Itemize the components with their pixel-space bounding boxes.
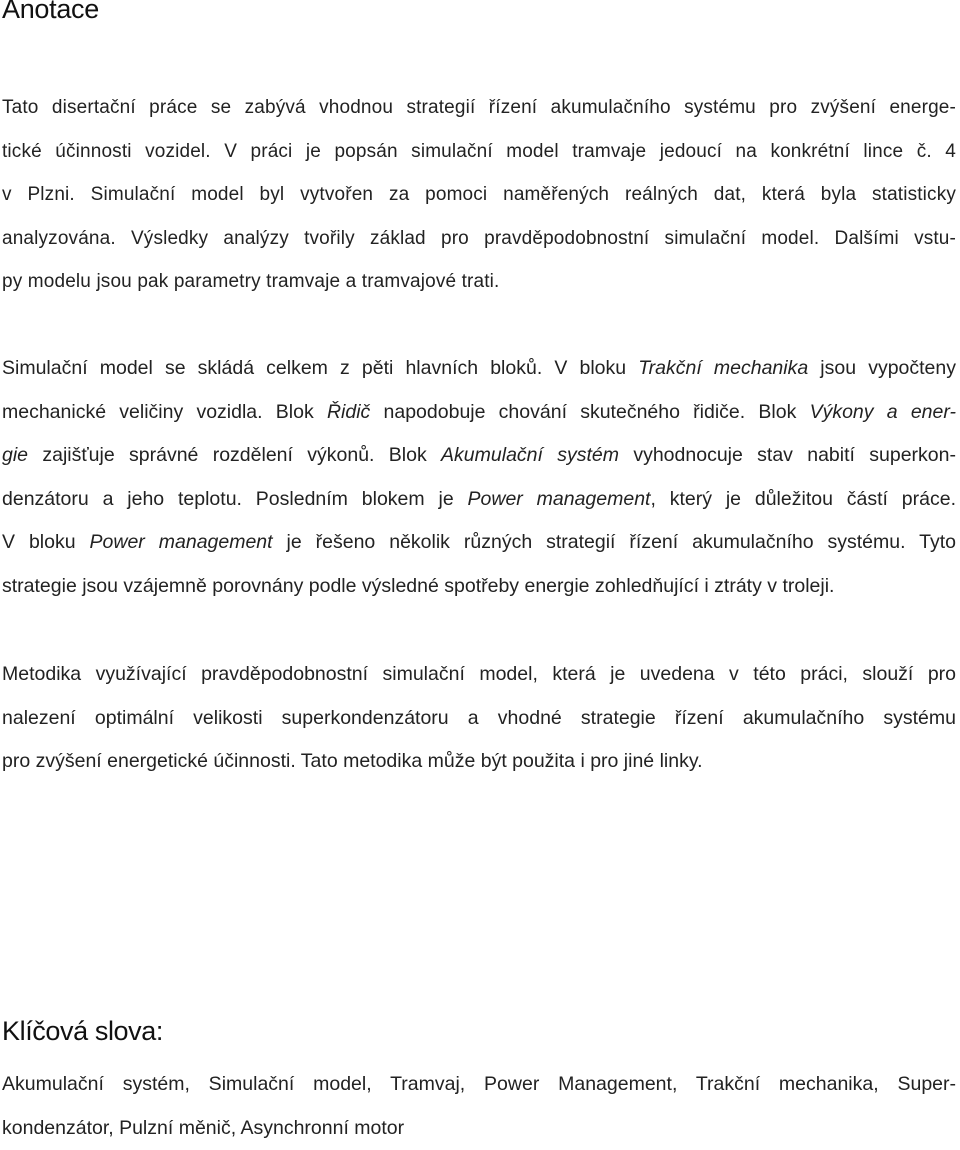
text-line: py modelu jsou pak parametry tramvaje a tramvajové trati. [2,260,956,304]
text-run: vyhodnocuje stav nabití superkon- [619,444,956,466]
abstract-paragraph-3 [2,653,956,784]
text-run: Simulační model se skládá celkem z pěti hlavních bloků. V bloku [2,357,638,379]
text-line: Akumulační systém, Simulační model, Tramvaj, Power Management, Trakční mechanika, Super- [2,1063,956,1107]
text-run: mechanické veličiny vozidla. Blok [2,401,327,423]
text-line: kondenzátor, Pulzní měnič, Asynchronní motor [2,1107,956,1150]
block-name-vykony-a-energie-cont: gie [2,444,28,466]
text-run: je řešeno několik různých strategií řízení akumulačního systému. Tyto [273,531,956,553]
block-name-power-management: Power management [468,488,651,510]
text-line: v Plzni. Simulační model byl vytvořen za pomoci naměřených reálných dat, která byla statisticky [2,173,956,217]
text-line [2,347,956,391]
text-line: analyzována. Výsledky analýzy tvořily základ pro pravděpodobnostní simulační model. Dalšími vstu- [2,217,956,261]
text-run: denzátoru a jeho teplotu. Posledním blokem je [2,488,468,510]
keywords-paragraph [2,1063,956,1150]
block-name-power-management: Power management [90,531,273,553]
text-line: Tato disertační práce se zabývá vhodnou strategií řízení akumulačního systému pro zvýšení energe- [2,86,956,130]
block-name-akumulacni-system: Akumulační systém [441,444,619,466]
text-line: tické účinnosti vozidel. V práci je popsán simulační model tramvaje jedoucí na konkrétní lince č. 4 [2,130,956,174]
text-run: , který je důležitou částí práce. [650,488,956,510]
text-line [2,391,956,435]
block-name-vykony-a-energie: Výkony a ener- [810,401,956,423]
text-line [2,521,956,565]
abstract-paragraph-2 [2,347,956,608]
text-run: zajišťuje správné rozdělení výkonů. Blok [28,444,441,466]
text-line: strategie jsou vzájemně porovnány podle výsledné spotřeby energie zohledňující i ztráty v troleji. [2,565,956,609]
block-name-trakcni-mechanika: Trakční mechanika [638,357,808,379]
abstract-paragraph-1 [2,86,956,304]
text-line: pro zvýšení energetické účinnosti. Tato metodika může být použita i pro jiné linky. [2,740,956,784]
section-heading-keywords: Klíčová slova: [2,1016,163,1047]
text-line: nalezení optimální velikosti superkondenzátoru a vhodné strategie řízení akumulačního systému [2,697,956,741]
text-run: V bloku [2,531,90,553]
section-heading-anotace: Anotace [2,0,99,25]
text-line [2,434,956,478]
block-name-ridic: Řidič [327,401,370,423]
text-run: jsou vypočteny [808,357,956,379]
text-run: napodobuje chování skutečného řidiče. Blok [370,401,809,423]
text-line: Metodika využívající pravděpodobnostní simulační model, která je uvedena v této práci, slouží pro [2,653,956,697]
text-line [2,478,956,522]
